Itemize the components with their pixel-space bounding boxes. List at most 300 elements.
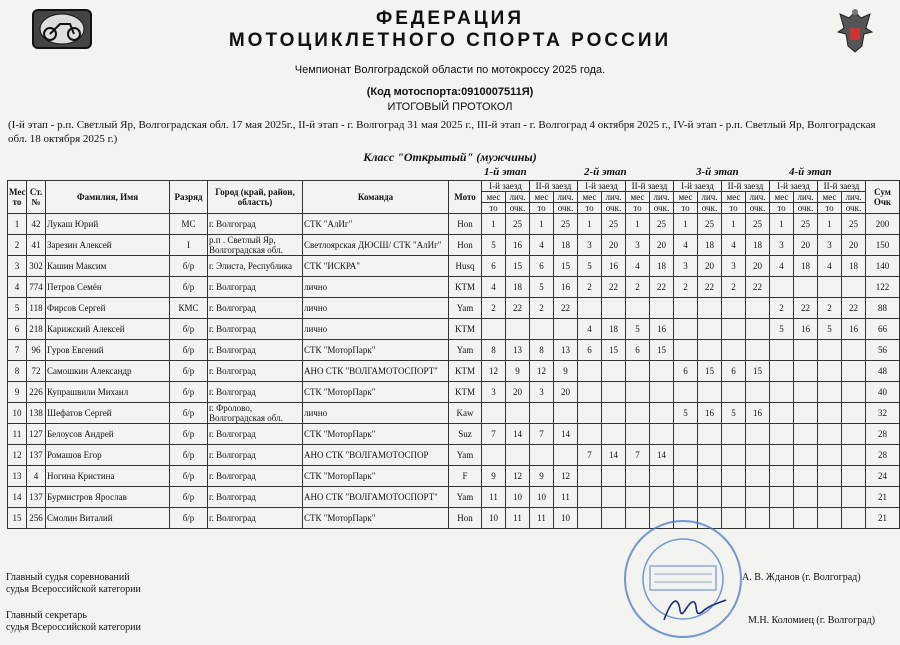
cell-place: 12 <box>8 445 27 466</box>
cell-rank: б/р <box>170 445 208 466</box>
cell-number: 42 <box>27 214 46 235</box>
cell-stage1-value: 22 <box>554 298 578 319</box>
cell-stage2-value <box>602 466 626 487</box>
cell-stage2-value: 25 <box>602 214 626 235</box>
cell-stage3-value <box>698 424 722 445</box>
cell-stage3-value: 25 <box>698 214 722 235</box>
header-stage2-heat2: II-й заезд <box>626 181 674 192</box>
cell-total: 28 <box>866 445 900 466</box>
cell-stage3-value <box>698 487 722 508</box>
cell-stage3-value <box>746 382 770 403</box>
cell-name: Зарезин Алексей <box>46 235 170 256</box>
cell-stage1-value <box>506 403 530 424</box>
cell-rank: б/р <box>170 319 208 340</box>
cell-stage2-value: 15 <box>602 340 626 361</box>
cell-total: 48 <box>866 361 900 382</box>
cell-stage3-value: 4 <box>674 235 698 256</box>
cell-stage3-value <box>722 466 746 487</box>
cell-stage2-value <box>650 466 674 487</box>
cell-stage1-value: 10 <box>506 487 530 508</box>
cell-stage4-value <box>842 361 866 382</box>
cell-stage2-value <box>578 508 602 529</box>
cell-rank: б/р <box>170 466 208 487</box>
cell-stage1-value: 3 <box>482 382 506 403</box>
cell-stage4-value <box>818 508 842 529</box>
cell-stage3-value <box>698 382 722 403</box>
cell-stage1-value: 7 <box>530 424 554 445</box>
cell-city: г. Волгоград <box>208 319 303 340</box>
table-row <box>8 382 900 403</box>
cell-place: 14 <box>8 487 27 508</box>
cell-place: 1 <box>8 214 27 235</box>
cell-stage3-value: 4 <box>722 235 746 256</box>
cell-stage3-value <box>722 319 746 340</box>
cell-city: г. Волгоград <box>208 298 303 319</box>
table-row <box>8 340 900 361</box>
cell-name: Купрашвили Михаил <box>46 382 170 403</box>
cell-stage1-value <box>506 319 530 340</box>
cell-stage2-value: 7 <box>578 445 602 466</box>
header-place-team: то <box>722 203 746 214</box>
cell-name: Шефатов Сергей <box>46 403 170 424</box>
cell-stage3-value <box>746 298 770 319</box>
cell-stage3-value <box>698 340 722 361</box>
cell-moto: F <box>449 466 482 487</box>
cell-stage1-value: 25 <box>554 214 578 235</box>
cell-team: СТК "МоторПарк" <box>303 508 449 529</box>
cell-stage2-value: 20 <box>602 235 626 256</box>
header-team: Команда <box>303 181 449 214</box>
cell-moto: Suz <box>449 424 482 445</box>
cell-team: СТК "АлИг" <box>303 214 449 235</box>
federation-title: ФЕДЕРАЦИЯ <box>375 8 524 29</box>
cell-stage3-value: 15 <box>746 361 770 382</box>
cell-stage3-value: 20 <box>746 256 770 277</box>
cell-stage3-value: 20 <box>698 256 722 277</box>
cell-team: лично <box>303 319 449 340</box>
cell-place: 8 <box>8 361 27 382</box>
cell-stage1-value: 8 <box>482 340 506 361</box>
cell-stage4-value <box>818 382 842 403</box>
cell-city: г. Волгоград <box>208 445 303 466</box>
header-stage3-heat2: II-й заезд <box>722 181 770 192</box>
cell-stage1-value: 10 <box>530 487 554 508</box>
cell-stage3-value: 16 <box>698 403 722 424</box>
cell-number: 41 <box>27 235 46 256</box>
table-row <box>8 508 900 529</box>
cell-stage2-value <box>626 403 650 424</box>
header-points-short: лич. <box>842 192 866 203</box>
cell-place: 10 <box>8 403 27 424</box>
cell-total: 28 <box>866 424 900 445</box>
cell-team: СТК "ИСКРА" <box>303 256 449 277</box>
header-rank: Разряд <box>170 181 208 214</box>
cell-stage2-value <box>650 424 674 445</box>
chief-judge-category: судья Всероссийской категории <box>6 584 141 595</box>
cell-total: 24 <box>866 466 900 487</box>
header-stage4-heat1: I-й заезд <box>770 181 818 192</box>
cell-stage4-value <box>818 487 842 508</box>
cell-city: г. Волгоград <box>208 382 303 403</box>
cell-rank: б/р <box>170 256 208 277</box>
cell-stage1-value: 22 <box>506 298 530 319</box>
cell-stage4-value: 18 <box>842 256 866 277</box>
cell-stage4-value <box>794 424 818 445</box>
cell-team: СТК "МоторПарк" <box>303 424 449 445</box>
cell-stage1-value: 4 <box>530 235 554 256</box>
secretary-category: судья Всероссийской категории <box>6 622 141 633</box>
cell-stage2-value: 2 <box>578 277 602 298</box>
cell-place: 13 <box>8 466 27 487</box>
cell-moto: Yam <box>449 487 482 508</box>
cell-stage3-value: 5 <box>722 403 746 424</box>
cell-team: СТК "МоторПарк" <box>303 340 449 361</box>
cell-stage1-value: 9 <box>482 466 506 487</box>
cell-total: 40 <box>866 382 900 403</box>
cell-stage1-value: 9 <box>554 361 578 382</box>
cell-name: Ногина Кристина <box>46 466 170 487</box>
cell-total: 21 <box>866 508 900 529</box>
cell-stage4-value: 5 <box>818 319 842 340</box>
header-row-1 <box>8 181 900 192</box>
header-points-team: очк. <box>602 203 626 214</box>
cell-stage1-value: 20 <box>554 382 578 403</box>
cell-stage1-value: 3 <box>530 382 554 403</box>
cell-stage3-value <box>698 466 722 487</box>
header-place-short: мес <box>530 192 554 203</box>
stages-description: (I-й этап - р.п. Светлый Яр, Волгоградская обл. 17 мая 2025г., II-й этап - г. Волгоград 31 мая 2025 г., III-й этап - г. Волгоград 4 октября 2025 г., IV-й этап - р.п. Светлый Яр, Волгоградская обл. 18 октября 2025 г.) <box>8 119 876 145</box>
cell-stage2-value <box>602 487 626 508</box>
header-stage2-heat1: I-й заезд <box>578 181 626 192</box>
cell-stage4-value <box>770 466 794 487</box>
cell-stage3-value <box>722 424 746 445</box>
cell-total: 21 <box>866 487 900 508</box>
cell-stage3-value <box>722 487 746 508</box>
cell-moto: Hon <box>449 508 482 529</box>
cell-stage2-value: 16 <box>602 256 626 277</box>
header-total: Сум Очк <box>866 181 900 214</box>
header-stage4-heat2: II-й заезд <box>818 181 866 192</box>
cell-name: Ромашов Егор <box>46 445 170 466</box>
cell-stage4-value <box>842 445 866 466</box>
cell-moto: KTM <box>449 277 482 298</box>
cell-rank: б/р <box>170 424 208 445</box>
chief-judge-name: А. В. Жданов (г. Волгоград) <box>742 572 861 583</box>
cell-rank: б/р <box>170 277 208 298</box>
cell-stage3-value: 16 <box>746 403 770 424</box>
protocol-title: ИТОГОВЫЙ ПРОТОКОЛ <box>387 101 513 113</box>
cell-stage3-value <box>674 319 698 340</box>
cell-total: 140 <box>866 256 900 277</box>
cell-rank: МС <box>170 214 208 235</box>
cell-place: 15 <box>8 508 27 529</box>
cell-stage4-value <box>794 445 818 466</box>
cell-stage2-value: 4 <box>626 256 650 277</box>
cell-name: Лукаш Юрий <box>46 214 170 235</box>
cell-stage4-value <box>794 340 818 361</box>
cell-total: 150 <box>866 235 900 256</box>
cell-stage3-value <box>722 298 746 319</box>
cell-stage4-value <box>770 340 794 361</box>
cell-stage2-value <box>650 403 674 424</box>
chief-judge-title: Главный судья соревнований <box>6 572 130 583</box>
cell-stage1-value: 6 <box>482 256 506 277</box>
table-row <box>8 487 900 508</box>
cell-stage3-value: 6 <box>722 361 746 382</box>
cell-stage2-value <box>602 298 626 319</box>
cell-stage3-value <box>746 424 770 445</box>
cell-stage4-value: 22 <box>794 298 818 319</box>
cell-team: АНО СТК "ВОЛГАМОТОСПОР <box>303 445 449 466</box>
header-number: Ст. № <box>27 181 46 214</box>
cell-stage4-value <box>794 466 818 487</box>
table-row <box>8 403 900 424</box>
cell-stage1-value <box>482 403 506 424</box>
cell-stage4-value <box>842 487 866 508</box>
cell-stage1-value <box>554 445 578 466</box>
cell-stage3-value <box>674 466 698 487</box>
cell-stage4-value: 16 <box>794 319 818 340</box>
table-row <box>8 361 900 382</box>
cell-stage2-value <box>650 487 674 508</box>
cell-stage1-value: 13 <box>506 340 530 361</box>
cell-stage4-value: 3 <box>770 235 794 256</box>
cell-moto: KTM <box>449 382 482 403</box>
cell-stage3-value: 1 <box>722 214 746 235</box>
cell-stage4-value <box>770 403 794 424</box>
header-points-short: лич. <box>698 192 722 203</box>
cell-stage2-value <box>650 298 674 319</box>
cell-name: Петров Семён <box>46 277 170 298</box>
cell-stage1-value: 5 <box>530 277 554 298</box>
results-table <box>7 180 900 529</box>
cell-stage2-value: 6 <box>578 340 602 361</box>
cell-stage4-value <box>794 382 818 403</box>
cell-name: Фирсов Сергей <box>46 298 170 319</box>
cell-stage1-value: 16 <box>506 235 530 256</box>
cell-stage1-value: 11 <box>482 487 506 508</box>
header-place-short: мес <box>722 192 746 203</box>
cell-team: лично <box>303 277 449 298</box>
table-row <box>8 256 900 277</box>
table-header <box>8 181 900 214</box>
cell-stage4-value <box>794 508 818 529</box>
table-row <box>8 214 900 235</box>
cell-stage2-value: 1 <box>626 214 650 235</box>
header-points-short: лич. <box>650 192 674 203</box>
header-points-team: очк. <box>746 203 770 214</box>
cell-stage3-value <box>746 340 770 361</box>
cell-stage3-value <box>674 298 698 319</box>
cell-moto: Kaw <box>449 403 482 424</box>
secretary-name: М.Н. Коломиец (г. Волгоград) <box>748 615 876 626</box>
cell-stage4-value <box>770 424 794 445</box>
cell-stage1-value: 11 <box>554 487 578 508</box>
cell-stage1-value: 14 <box>554 424 578 445</box>
cell-stage4-value: 20 <box>842 235 866 256</box>
cell-stage1-value <box>530 403 554 424</box>
cell-stage1-value: 11 <box>506 508 530 529</box>
secretary-block <box>6 610 141 634</box>
cell-stage2-value <box>578 424 602 445</box>
table-row <box>8 298 900 319</box>
cell-stage2-value: 18 <box>650 256 674 277</box>
header-place-short: мес <box>578 192 602 203</box>
cell-stage4-value: 1 <box>818 214 842 235</box>
cell-stage2-value: 5 <box>626 319 650 340</box>
cell-stage3-value <box>746 445 770 466</box>
cell-number: 72 <box>27 361 46 382</box>
table-row <box>8 445 900 466</box>
cell-place: 11 <box>8 424 27 445</box>
header-place-short: мес <box>626 192 650 203</box>
cell-stage3-value <box>698 319 722 340</box>
header-place-team: то <box>530 203 554 214</box>
header-place-short: мес <box>770 192 794 203</box>
cell-stage2-value <box>602 403 626 424</box>
cell-city: г. Волгоград <box>208 487 303 508</box>
cell-stage4-value <box>842 277 866 298</box>
cell-stage3-value: 18 <box>698 235 722 256</box>
cell-stage2-value: 7 <box>626 445 650 466</box>
cell-stage4-value <box>818 424 842 445</box>
cell-stage1-value: 2 <box>482 298 506 319</box>
cell-stage3-value <box>674 424 698 445</box>
cell-rank: б/р <box>170 382 208 403</box>
cell-stage4-value <box>842 424 866 445</box>
cell-place: 9 <box>8 382 27 403</box>
cell-stage1-value: 11 <box>530 508 554 529</box>
cell-stage2-value: 16 <box>650 319 674 340</box>
cell-total: 88 <box>866 298 900 319</box>
cell-stage4-value: 3 <box>818 235 842 256</box>
championship-title: Чемпионат Волгоградской области по мотокроссу 2025 года. <box>294 64 606 76</box>
cell-stage2-value: 15 <box>650 340 674 361</box>
cell-rank: б/р <box>170 508 208 529</box>
header-moto: Мото <box>449 181 482 214</box>
cell-stage4-value: 18 <box>794 256 818 277</box>
signature <box>660 592 730 626</box>
header-points-short: лич. <box>602 192 626 203</box>
cell-stage4-value <box>842 508 866 529</box>
cell-moto: Husq <box>449 256 482 277</box>
header-points-short: лич. <box>746 192 770 203</box>
cell-stage2-value: 20 <box>650 235 674 256</box>
federation-subtitle: МОТОЦИКЛЕТНОГО СПОРТА РОССИИ <box>228 30 672 51</box>
header-points-team: очк. <box>794 203 818 214</box>
cell-stage2-value <box>626 382 650 403</box>
cell-number: 302 <box>27 256 46 277</box>
cell-rank: б/р <box>170 403 208 424</box>
cell-stage1-value <box>554 319 578 340</box>
cell-stage2-value <box>626 361 650 382</box>
cell-rank: КМС <box>170 298 208 319</box>
cell-stage3-value: 3 <box>722 256 746 277</box>
table-row <box>8 235 900 256</box>
header-place-short: мес <box>674 192 698 203</box>
cell-name: Кашин Максим <box>46 256 170 277</box>
cell-stage1-value: 9 <box>530 466 554 487</box>
cell-rank: б/р <box>170 361 208 382</box>
cell-number: 138 <box>27 403 46 424</box>
header-place-team: то <box>818 203 842 214</box>
cell-team: СТК "МоторПарк" <box>303 382 449 403</box>
cell-stage3-value: 2 <box>722 277 746 298</box>
cell-total: 66 <box>866 319 900 340</box>
cell-stage3-value <box>674 445 698 466</box>
cell-city: р.п . Светлый Яр, Волгоградская обл. <box>208 235 303 256</box>
cell-stage1-value: 13 <box>554 340 578 361</box>
cell-stage4-value <box>770 361 794 382</box>
cell-team: Светлоярская ДЮСШ/ СТК "АлИг" <box>303 235 449 256</box>
cell-stage4-value <box>818 340 842 361</box>
cell-stage1-value: 9 <box>506 361 530 382</box>
cell-team: АНО СТК "ВОЛГАМОТОСПОРТ" <box>303 361 449 382</box>
header-city: Город (край, район, область) <box>208 181 303 214</box>
cell-moto: Yam <box>449 340 482 361</box>
cell-stage3-value <box>746 487 770 508</box>
cell-stage4-value <box>794 403 818 424</box>
cell-rank: б/р <box>170 340 208 361</box>
cell-stage4-value: 5 <box>770 319 794 340</box>
cell-stage4-value <box>818 445 842 466</box>
cell-place: 5 <box>8 298 27 319</box>
cell-number: 127 <box>27 424 46 445</box>
cell-stage1-value: 16 <box>554 277 578 298</box>
header-place: Мес то <box>8 181 27 214</box>
cell-stage3-value <box>674 382 698 403</box>
table-row <box>8 466 900 487</box>
cell-stage4-value <box>770 487 794 508</box>
cell-stage2-value: 22 <box>602 277 626 298</box>
cell-place: 6 <box>8 319 27 340</box>
chief-judge-block <box>6 572 141 596</box>
cell-stage2-value <box>578 361 602 382</box>
cell-stage3-value: 15 <box>698 361 722 382</box>
stage-label-4: 4-й этап <box>789 166 832 178</box>
cell-stage4-value <box>818 277 842 298</box>
header-name: Фамилия, Имя <box>46 181 170 214</box>
cell-stage1-value: 12 <box>530 361 554 382</box>
cell-stage3-value <box>698 298 722 319</box>
cell-stage2-value: 18 <box>602 319 626 340</box>
cell-stage4-value: 16 <box>842 319 866 340</box>
cell-stage1-value: 1 <box>530 214 554 235</box>
cell-stage1-value: 10 <box>482 508 506 529</box>
cell-stage3-value: 5 <box>674 403 698 424</box>
cell-stage4-value <box>770 382 794 403</box>
cell-stage1-value: 1 <box>482 214 506 235</box>
header-place-short: мес <box>482 192 506 203</box>
cell-stage2-value <box>626 487 650 508</box>
cell-city: г. Волгоград <box>208 508 303 529</box>
cell-name: Гуров Евгений <box>46 340 170 361</box>
cell-stage2-value <box>578 298 602 319</box>
cell-stage4-value: 2 <box>818 298 842 319</box>
cell-stage2-value: 3 <box>578 235 602 256</box>
cell-total: 32 <box>866 403 900 424</box>
cell-team: АНО СТК "ВОЛГАМОТОСПОРТ" <box>303 487 449 508</box>
cell-stage1-value: 15 <box>554 256 578 277</box>
cell-name: Карижский Алексей <box>46 319 170 340</box>
cell-stage2-value <box>626 298 650 319</box>
cell-stage3-value <box>746 466 770 487</box>
cell-city: г. Волгоград <box>208 340 303 361</box>
cell-stage1-value <box>554 403 578 424</box>
cell-stage1-value: 12 <box>482 361 506 382</box>
header-points-short: лич. <box>506 192 530 203</box>
cell-name: Бурмистров Ярослав <box>46 487 170 508</box>
